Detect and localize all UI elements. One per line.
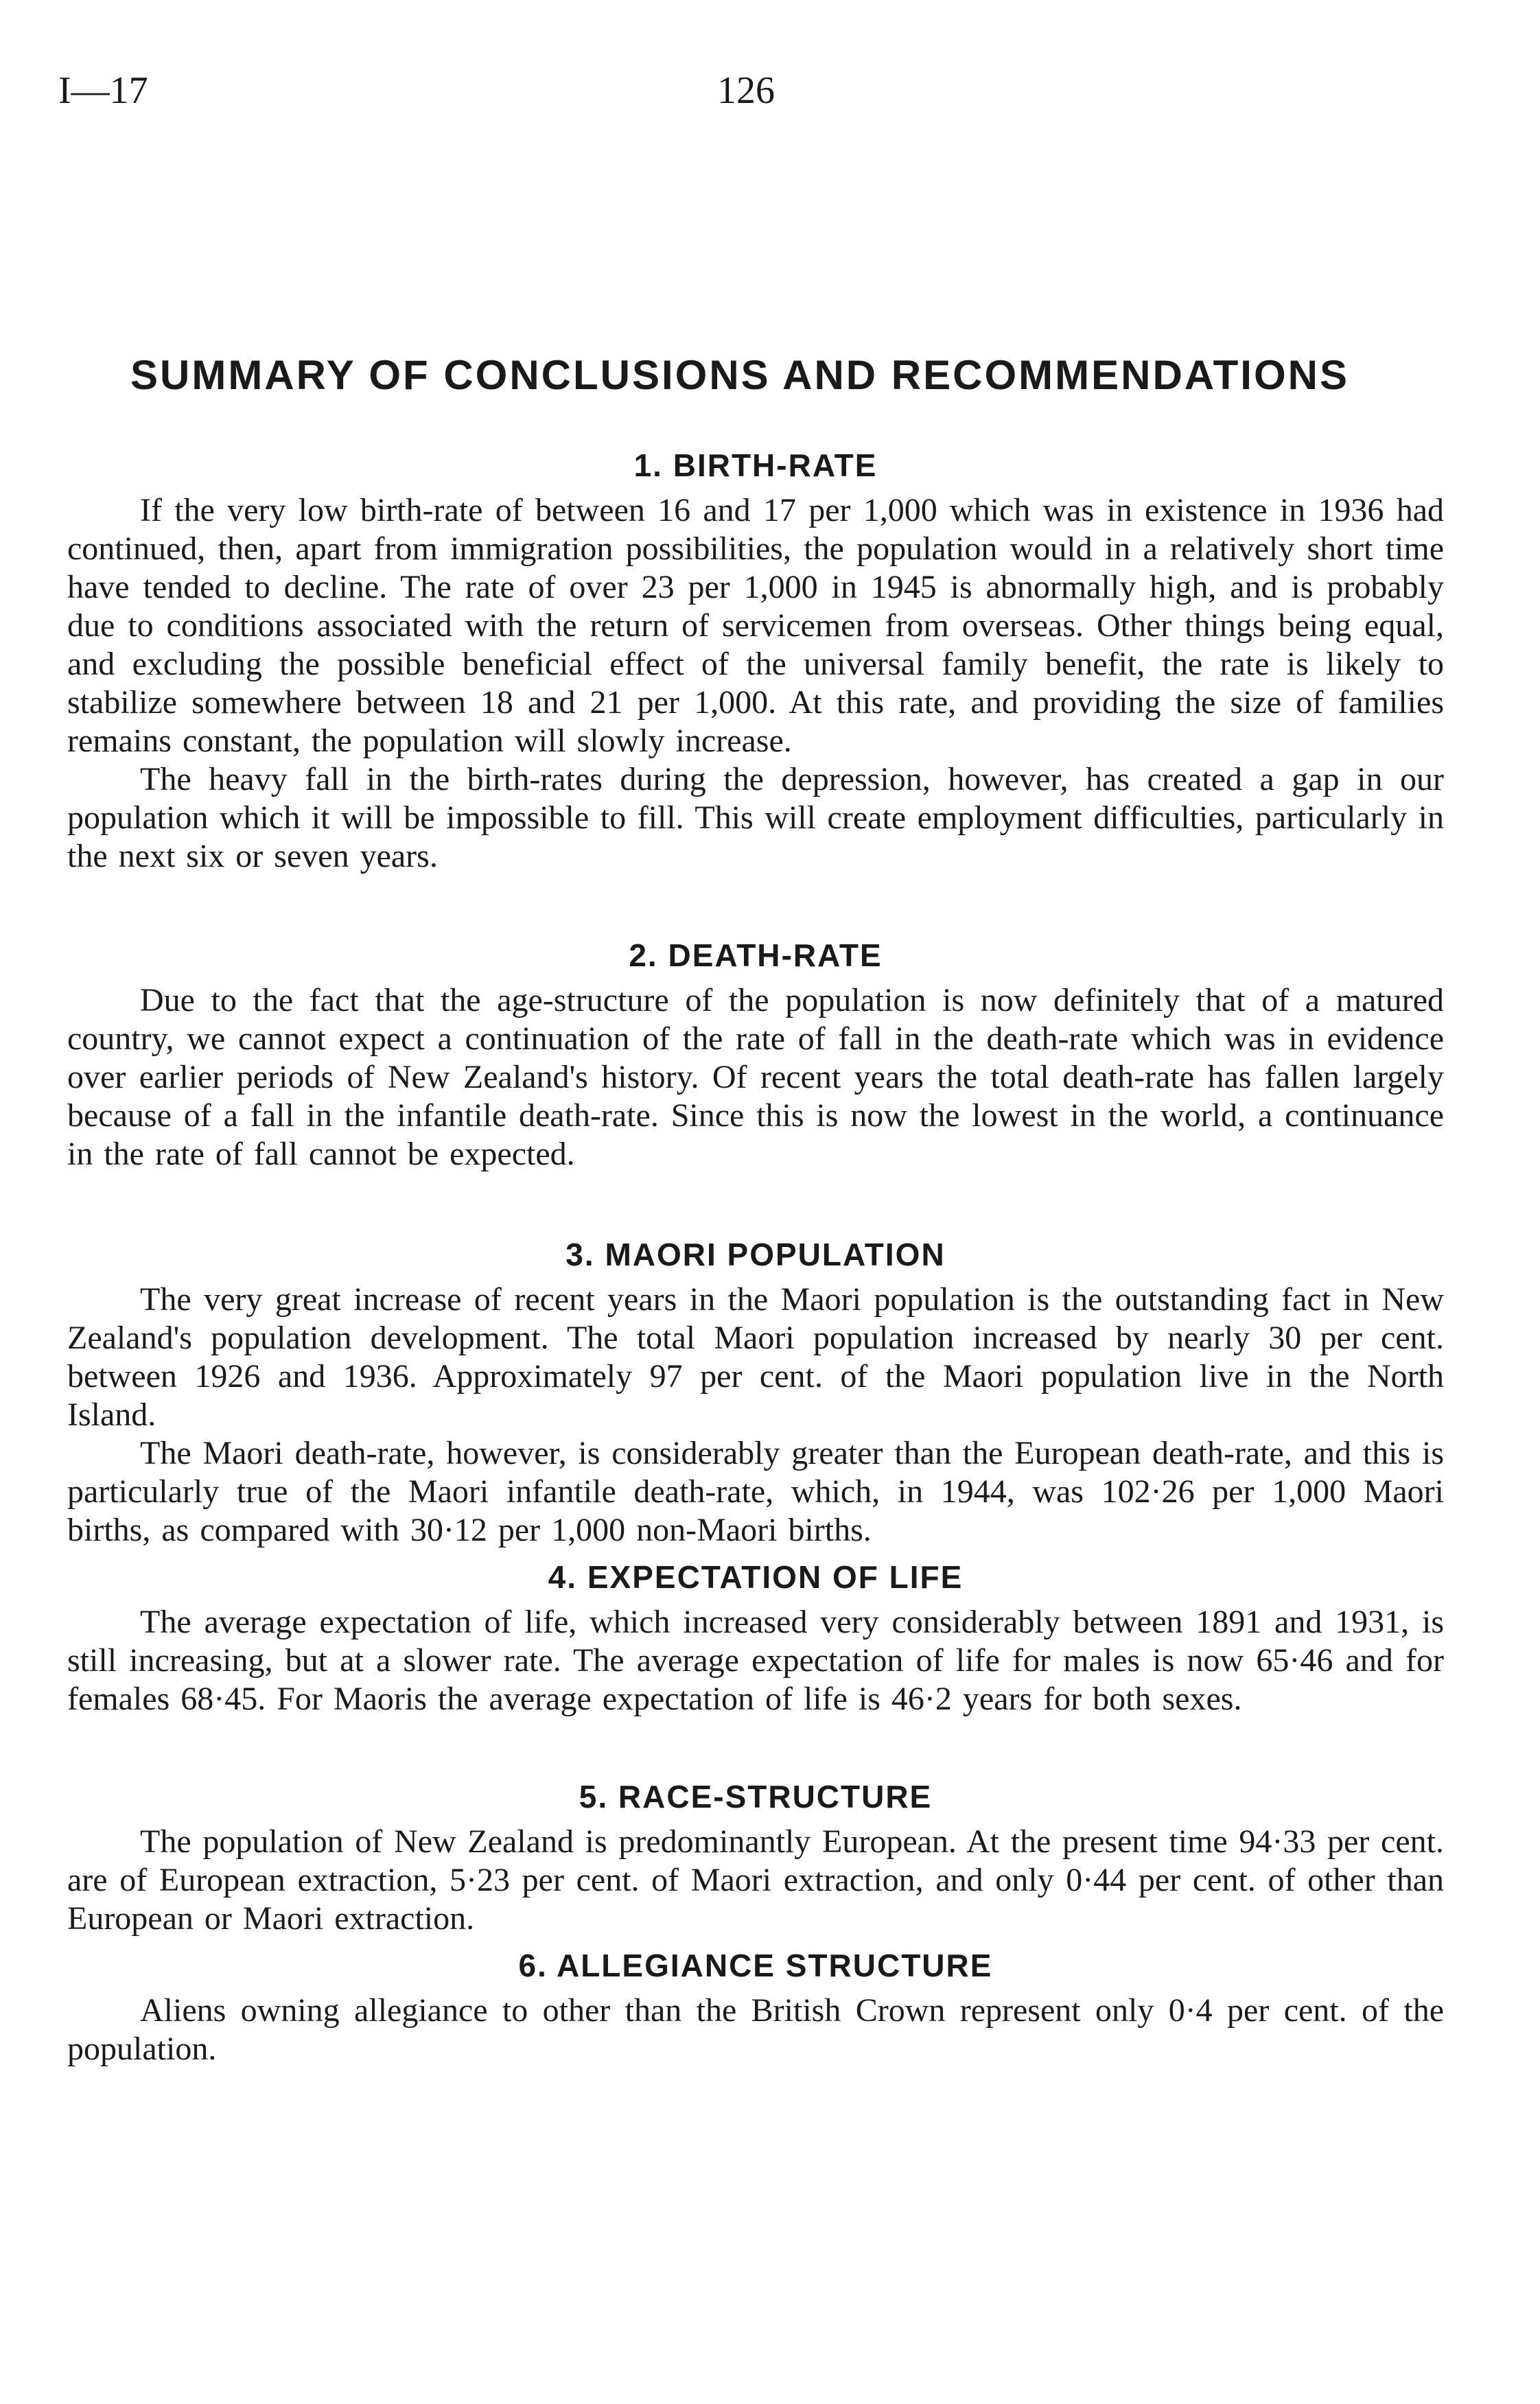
paragraph: The very great increase of recent years in the Maori population is the outstanding fact in New Zealand's population development. The total Maori population increased by nearly 30 per cent. between 1926 and 1936. Approximately 97 per cent. of the Maori population live in the North Island. — [67, 1281, 1444, 1433]
paragraph: The average expectation of life, which increased very considerably between 1891 and 1931, is still increasing, but at a slower rate. The average expectation of life for males is now 65·46 and for females 68·45. For Maoris the average expectation of life is 46·2 years for both sexes. — [67, 1604, 1444, 1717]
page-title: SUMMARY OF CONCLUSIONS AND RECOMMENDATIONS — [130, 352, 1349, 398]
page-number: 126 — [717, 69, 775, 112]
document-body — [67, 439, 1444, 2068]
paragraph: Aliens owning allegiance to other than the British Crown represent only 0·4 per cent. of the population. — [67, 1992, 1444, 2067]
section-maori-population — [67, 1228, 1444, 1550]
section-heading: 4. EXPECTATION OF LIFE — [548, 1559, 964, 1595]
section-death-rate — [67, 929, 1444, 1174]
paragraph: Due to the fact that the age-structure of the population is now definitely that of a matured country, we cannot expect a continuation of the rate of fall in the death-rate which was in evidence over earlier periods of New Zealand's history. Of recent years the total death-rate has fallen largely because of a fall in the infantile death-rate. Since this is now the lowest in the world, a continuance in the rate of fall cannot be expected. — [67, 982, 1444, 1172]
paragraph: If the very low birth-rate of between 16 and 17 per 1,000 which was in existence in 1936 had continued, then, apart from immigration possibilities, the population would in a relatively short time have tended to decline. The rate of over 23 per 1,000 in 1945 is abnormally high, and is probably due to conditions associated with the return of servicemen from overseas. Other things being equal, and excluding the possible beneficial effect of the universal family benefit, the rate is likely to stabilize somewhere between 18 and 21 per 1,000. At this rate, and providing the size of families remains constant, the population will slowly increase. — [67, 492, 1444, 759]
paragraph: The Maori death-rate, however, is considerably greater than the European death-rate, and this is particularly true of the Maori infantile death-rate, which, in 1944, was 102·26 per 1,000 Maori births, as compared with 30·12 per 1,000 non-Maori births. — [67, 1435, 1444, 1548]
document-reference: I—17 — [58, 69, 148, 112]
section-race-structure — [67, 1771, 1444, 1938]
paragraph: The population of New Zealand is predominantly European. At the present time 94·33 per cent. are of European extraction, 5·23 per cent. of Maori extraction, and only 0·44 per cent. of other than European or Maori extraction. — [67, 1823, 1444, 1937]
paragraph: The heavy fall in the birth-rates during the depression, however, has created a gap in our population which it will be impossible to fill. This will create employment difficulties, particularly in the next six or seven years. — [67, 761, 1444, 874]
section-heading: 1. BIRTH-RATE — [633, 447, 878, 483]
section-heading: 6. ALLEGIANCE STRUCTURE — [518, 1948, 993, 1983]
page-header — [58, 69, 1431, 130]
section-birth-rate — [67, 439, 1444, 876]
section-expectation-of-life — [67, 1551, 1444, 1718]
section-heading: 2. DEATH-RATE — [629, 937, 883, 973]
section-heading: 5. RACE-STRUCTURE — [579, 1779, 933, 1814]
section-heading: 3. MAORI POPULATION — [565, 1237, 946, 1272]
section-allegiance-structure — [67, 1939, 1444, 2068]
